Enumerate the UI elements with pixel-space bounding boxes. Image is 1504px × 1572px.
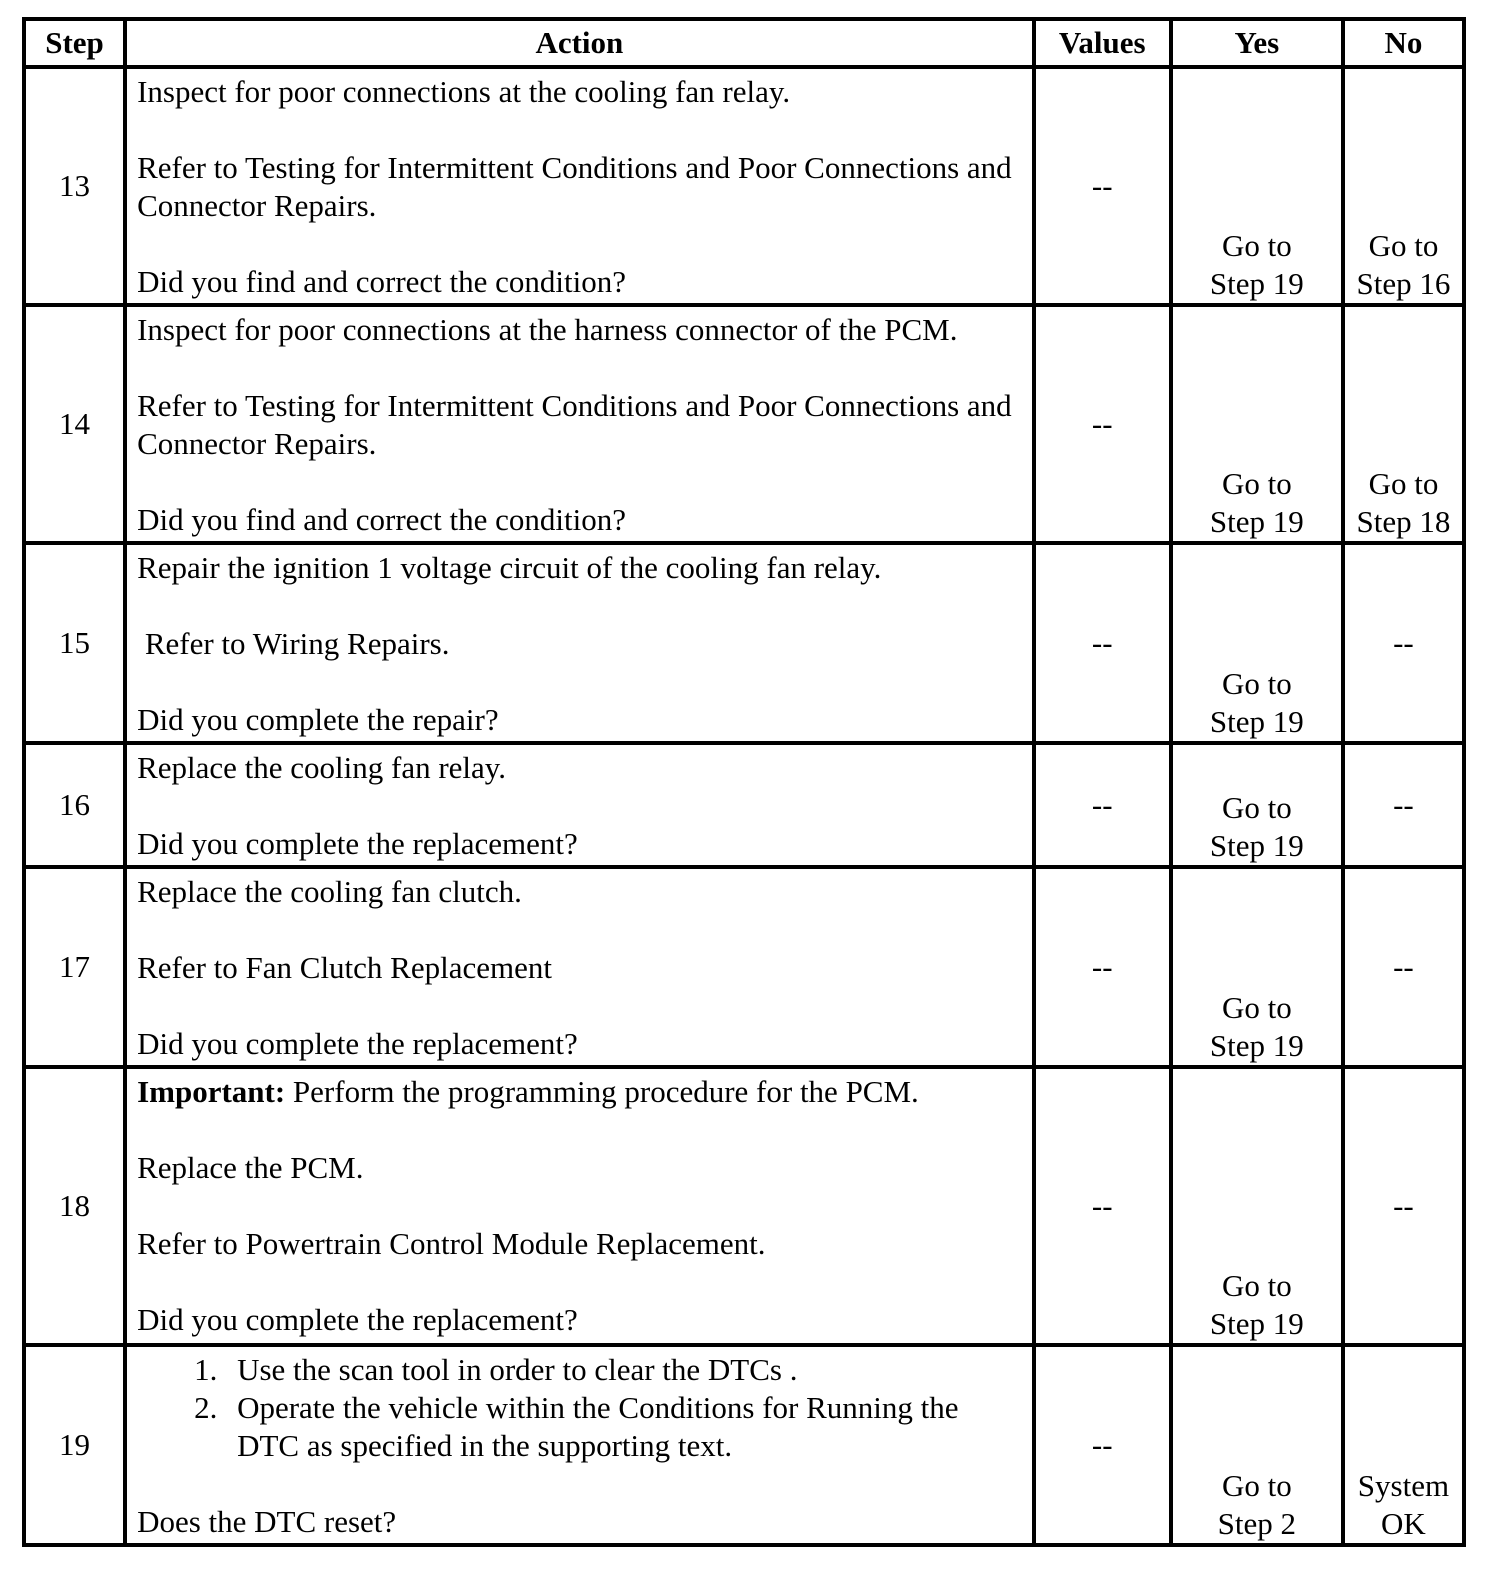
yes-cell — [1171, 67, 1343, 305]
header-row — [24, 19, 1464, 67]
step-number: 18 — [24, 1067, 125, 1345]
header-no: No — [1343, 19, 1464, 67]
action-text: Refer to Fan Clutch Replacement — [137, 950, 552, 985]
values-cell: -- — [1034, 1345, 1171, 1545]
no-link-line2[interactable]: Step 18 — [1356, 504, 1451, 539]
yes-link-line2[interactable]: Step 19 — [1209, 1306, 1304, 1341]
yes-cell — [1171, 543, 1343, 743]
yes-link-line1[interactable]: Go to — [1221, 790, 1292, 825]
yes-link-line1[interactable]: Go to — [1221, 666, 1292, 701]
important-note — [137, 1073, 1022, 1111]
no-cell — [1343, 67, 1464, 305]
action-cell — [125, 743, 1034, 867]
table-row — [24, 67, 1464, 305]
action-text: Inspect for poor connections at the cooling fan relay. — [137, 74, 791, 109]
step-number: 16 — [24, 743, 125, 867]
header-step: Step — [24, 19, 125, 67]
action-question: Did you find and correct the condition? — [137, 502, 627, 537]
yes-link-line2[interactable]: Step 19 — [1209, 266, 1304, 301]
action-text: Replace the cooling fan clutch. — [137, 874, 522, 909]
action-text: Refer to Testing for Intermittent Conditions and Poor Connections and Connector Repairs. — [137, 388, 1012, 461]
action-cell — [125, 867, 1034, 1067]
header-yes: Yes — [1171, 19, 1343, 67]
yes-link-line1[interactable]: Go to — [1221, 466, 1292, 501]
important-text: Perform the programming procedure for the PCM. — [285, 1074, 919, 1109]
table-row — [24, 743, 1464, 867]
step-number: 19 — [24, 1345, 125, 1545]
values-cell: -- — [1034, 67, 1171, 305]
action-question: Did you complete the replacement? — [137, 1026, 578, 1061]
no-cell: -- — [1343, 867, 1464, 1067]
action-text: Inspect for poor connections at the harness connector of the PCM. — [137, 312, 958, 347]
table-row — [24, 1345, 1464, 1545]
step-number: 15 — [24, 543, 125, 743]
no-cell: -- — [1343, 1067, 1464, 1345]
no-cell — [1343, 1345, 1464, 1545]
action-text: Refer to Testing for Intermittent Conditions and Poor Connections and Connector Repairs. — [137, 150, 1012, 223]
table-row — [24, 1067, 1464, 1345]
no-result-line1: System — [1357, 1468, 1450, 1503]
action-question: Does the DTC reset? — [137, 1504, 397, 1539]
action-cell — [125, 305, 1034, 543]
table-row — [24, 867, 1464, 1067]
no-cell: -- — [1343, 743, 1464, 867]
no-result-line2: OK — [1381, 1506, 1426, 1541]
header-values: Values — [1034, 19, 1171, 67]
action-text: Replace the PCM. — [137, 1150, 364, 1185]
action-text: Refer to Powertrain Control Module Replacement. — [137, 1226, 766, 1261]
yes-link-line2[interactable]: Step 2 — [1217, 1506, 1297, 1541]
action-list — [137, 1351, 1022, 1465]
yes-link-line2[interactable]: Step 19 — [1209, 504, 1304, 539]
yes-link-line1[interactable]: Go to — [1221, 1268, 1292, 1303]
action-cell — [125, 543, 1034, 743]
action-question: Did you find and correct the condition? — [137, 264, 627, 299]
no-link-line1[interactable]: Go to — [1368, 466, 1439, 501]
values-cell: -- — [1034, 867, 1171, 1067]
yes-link-line2[interactable]: Step 19 — [1209, 704, 1304, 739]
action-question: Did you complete the replacement? — [137, 1302, 578, 1337]
yes-link-line2[interactable]: Step 19 — [1209, 828, 1304, 863]
step-number: 17 — [24, 867, 125, 1067]
action-text: Refer to Wiring Repairs. — [137, 626, 450, 661]
values-cell: -- — [1034, 1067, 1171, 1345]
yes-link-line1[interactable]: Go to — [1221, 1468, 1292, 1503]
yes-cell — [1171, 305, 1343, 543]
list-item: 1. Use the scan tool in order to clear the DTCs . — [225, 1351, 1022, 1389]
header-action: Action — [125, 19, 1034, 67]
no-cell — [1343, 305, 1464, 543]
no-cell: -- — [1343, 543, 1464, 743]
yes-link-line1[interactable]: Go to — [1221, 228, 1292, 263]
action-cell — [125, 1345, 1034, 1545]
yes-cell — [1171, 743, 1343, 867]
action-text: Replace the cooling fan relay. — [137, 750, 507, 785]
important-label: Important: — [137, 1074, 286, 1109]
values-cell: -- — [1034, 743, 1171, 867]
action-text: Repair the ignition 1 voltage circuit of the cooling fan relay. — [137, 550, 882, 585]
table-row — [24, 543, 1464, 743]
yes-cell — [1171, 1067, 1343, 1345]
action-cell — [125, 1067, 1034, 1345]
values-cell: -- — [1034, 543, 1171, 743]
list-item: 2. Operate the vehicle within the Conditions for Running the DTC as specified in the supporting text. — [225, 1389, 1022, 1465]
diagnostic-steps-table — [22, 17, 1466, 1547]
step-number: 14 — [24, 305, 125, 543]
no-link-line1[interactable]: Go to — [1368, 228, 1439, 263]
values-cell: -- — [1034, 305, 1171, 543]
table-row — [24, 305, 1464, 543]
no-link-line2[interactable]: Step 16 — [1356, 266, 1451, 301]
yes-cell — [1171, 1345, 1343, 1545]
action-question: Did you complete the replacement? — [137, 826, 578, 861]
yes-link-line2[interactable]: Step 19 — [1209, 1028, 1304, 1063]
step-number: 13 — [24, 67, 125, 305]
action-cell — [125, 67, 1034, 305]
yes-link-line1[interactable]: Go to — [1221, 990, 1292, 1025]
diagnostic-table-page — [22, 17, 1466, 1547]
action-question: Did you complete the repair? — [137, 702, 499, 737]
yes-cell — [1171, 867, 1343, 1067]
